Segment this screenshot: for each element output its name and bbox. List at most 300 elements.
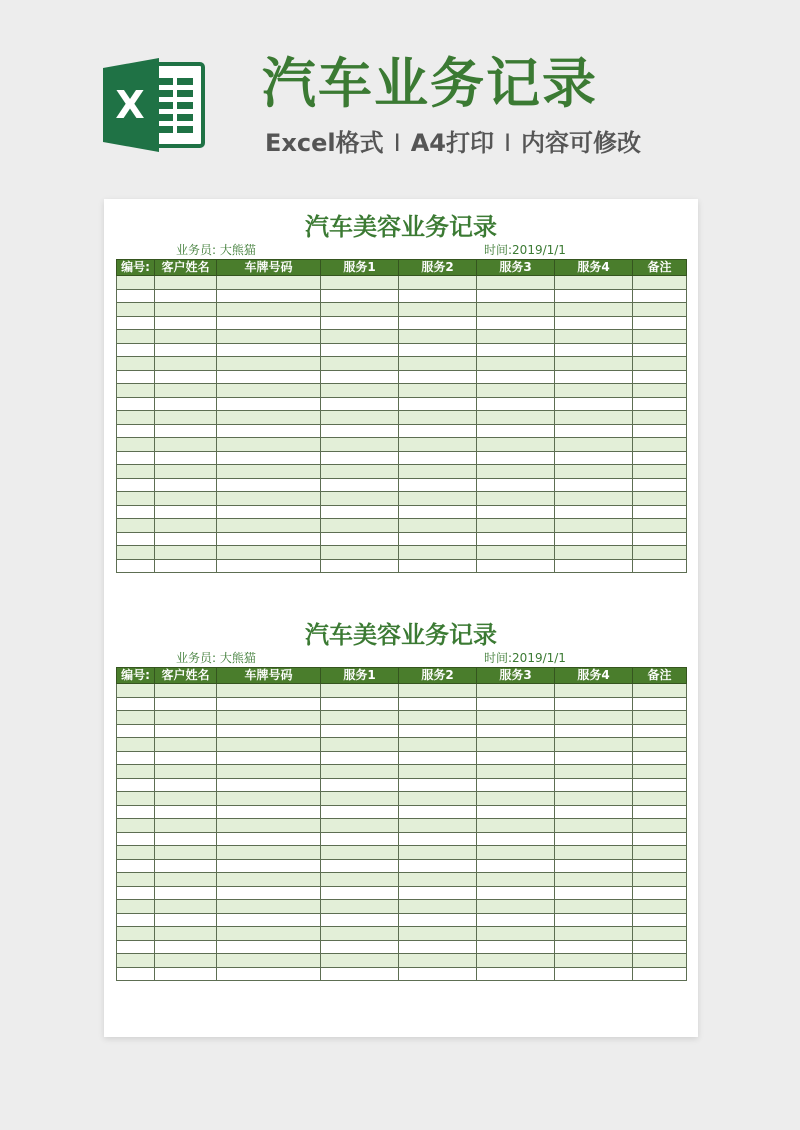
table-cell[interactable] — [155, 697, 217, 711]
table-cell[interactable] — [321, 805, 399, 819]
table-cell[interactable] — [477, 967, 555, 981]
table-cell[interactable] — [399, 832, 477, 846]
table-cell[interactable] — [399, 738, 477, 752]
table-cell[interactable] — [321, 684, 399, 698]
table-cell[interactable] — [217, 765, 321, 779]
table-cell[interactable] — [399, 859, 477, 873]
table-cell[interactable] — [399, 546, 477, 560]
table-cell[interactable] — [633, 873, 687, 887]
table-cell[interactable] — [217, 438, 321, 452]
table-cell[interactable] — [155, 330, 217, 344]
table-cell[interactable] — [555, 778, 633, 792]
table-cell[interactable] — [555, 711, 633, 725]
table-cell[interactable] — [217, 711, 321, 725]
table-cell[interactable] — [477, 751, 555, 765]
table-cell[interactable] — [477, 846, 555, 860]
table-cell[interactable] — [399, 397, 477, 411]
table-cell[interactable] — [477, 330, 555, 344]
table-cell[interactable] — [117, 711, 155, 725]
table-cell[interactable] — [155, 940, 217, 954]
table-cell[interactable] — [117, 967, 155, 981]
table-cell[interactable] — [321, 492, 399, 506]
table-cell[interactable] — [477, 438, 555, 452]
table-cell[interactable] — [117, 532, 155, 546]
table-cell[interactable] — [217, 792, 321, 806]
table-cell[interactable] — [477, 954, 555, 968]
table-cell[interactable] — [399, 343, 477, 357]
table-cell[interactable] — [155, 900, 217, 914]
table-cell[interactable] — [477, 546, 555, 560]
table-cell[interactable] — [477, 519, 555, 533]
table-cell[interactable] — [155, 711, 217, 725]
table-cell[interactable] — [633, 532, 687, 546]
table-cell[interactable] — [555, 684, 633, 698]
table-cell[interactable] — [555, 330, 633, 344]
table-cell[interactable] — [555, 886, 633, 900]
table-cell[interactable] — [555, 303, 633, 317]
table-cell[interactable] — [633, 805, 687, 819]
table-cell[interactable] — [633, 559, 687, 573]
table-cell[interactable] — [555, 832, 633, 846]
table-cell[interactable] — [217, 873, 321, 887]
table-cell[interactable] — [217, 357, 321, 371]
table-cell[interactable] — [155, 438, 217, 452]
table-cell[interactable] — [117, 684, 155, 698]
table-cell[interactable] — [217, 532, 321, 546]
table-cell[interactable] — [155, 778, 217, 792]
table-cell[interactable] — [555, 765, 633, 779]
table-cell[interactable] — [217, 519, 321, 533]
table-cell[interactable] — [555, 846, 633, 860]
table-cell[interactable] — [155, 886, 217, 900]
table-cell[interactable] — [321, 940, 399, 954]
table-cell[interactable] — [399, 805, 477, 819]
table-cell[interactable] — [217, 886, 321, 900]
table-cell[interactable] — [321, 532, 399, 546]
table-cell[interactable] — [399, 289, 477, 303]
table-cell[interactable] — [217, 276, 321, 290]
table-cell[interactable] — [477, 492, 555, 506]
table-cell[interactable] — [555, 927, 633, 941]
table-cell[interactable] — [555, 940, 633, 954]
table-cell[interactable] — [555, 343, 633, 357]
table-cell[interactable] — [321, 697, 399, 711]
table-cell[interactable] — [155, 846, 217, 860]
table-cell[interactable] — [217, 954, 321, 968]
table-cell[interactable] — [217, 330, 321, 344]
table-cell[interactable] — [555, 967, 633, 981]
table-cell[interactable] — [555, 900, 633, 914]
table-cell[interactable] — [217, 900, 321, 914]
table-cell[interactable] — [477, 411, 555, 425]
table-cell[interactable] — [633, 438, 687, 452]
table-cell[interactable] — [321, 465, 399, 479]
table-cell[interactable] — [217, 724, 321, 738]
table-cell[interactable] — [477, 289, 555, 303]
table-cell[interactable] — [633, 846, 687, 860]
table-cell[interactable] — [117, 559, 155, 573]
table-cell[interactable] — [217, 859, 321, 873]
table-cell[interactable] — [399, 778, 477, 792]
table-cell[interactable] — [155, 397, 217, 411]
table-cell[interactable] — [155, 276, 217, 290]
table-cell[interactable] — [555, 724, 633, 738]
table-cell[interactable] — [555, 397, 633, 411]
table-cell[interactable] — [321, 330, 399, 344]
table-cell[interactable] — [217, 384, 321, 398]
table-cell[interactable] — [477, 684, 555, 698]
table-cell[interactable] — [321, 559, 399, 573]
table-cell[interactable] — [633, 724, 687, 738]
table-cell[interactable] — [633, 859, 687, 873]
table-cell[interactable] — [399, 954, 477, 968]
table-cell[interactable] — [633, 384, 687, 398]
table-cell[interactable] — [633, 411, 687, 425]
table-cell[interactable] — [321, 711, 399, 725]
table-cell[interactable] — [117, 289, 155, 303]
table-cell[interactable] — [555, 424, 633, 438]
table-cell[interactable] — [321, 343, 399, 357]
table-cell[interactable] — [399, 370, 477, 384]
table-cell[interactable] — [399, 276, 477, 290]
table-cell[interactable] — [321, 778, 399, 792]
table-cell[interactable] — [399, 913, 477, 927]
table-cell[interactable] — [555, 411, 633, 425]
table-cell[interactable] — [321, 819, 399, 833]
table-cell[interactable] — [633, 778, 687, 792]
table-cell[interactable] — [555, 384, 633, 398]
table-cell[interactable] — [117, 330, 155, 344]
table-cell[interactable] — [399, 519, 477, 533]
table-cell[interactable] — [117, 451, 155, 465]
table-cell[interactable] — [155, 465, 217, 479]
table-cell[interactable] — [399, 559, 477, 573]
table-cell[interactable] — [321, 370, 399, 384]
table-cell[interactable] — [477, 316, 555, 330]
table-cell[interactable] — [321, 751, 399, 765]
table-cell[interactable] — [155, 684, 217, 698]
table-cell[interactable] — [633, 397, 687, 411]
table-cell[interactable] — [633, 900, 687, 914]
table-cell[interactable] — [321, 886, 399, 900]
table-cell[interactable] — [155, 505, 217, 519]
table-cell[interactable] — [321, 411, 399, 425]
table-cell[interactable] — [321, 478, 399, 492]
table-cell[interactable] — [477, 900, 555, 914]
table-cell[interactable] — [117, 913, 155, 927]
table-cell[interactable] — [555, 316, 633, 330]
table-cell[interactable] — [399, 819, 477, 833]
table-cell[interactable] — [217, 451, 321, 465]
table-cell[interactable] — [399, 900, 477, 914]
table-cell[interactable] — [155, 546, 217, 560]
table-cell[interactable] — [555, 559, 633, 573]
table-cell[interactable] — [155, 913, 217, 927]
table-cell[interactable] — [633, 792, 687, 806]
table-cell[interactable] — [555, 819, 633, 833]
table-cell[interactable] — [399, 940, 477, 954]
table-cell[interactable] — [399, 846, 477, 860]
table-cell[interactable] — [477, 370, 555, 384]
table-cell[interactable] — [555, 954, 633, 968]
table-cell[interactable] — [117, 357, 155, 371]
table-cell[interactable] — [555, 478, 633, 492]
table-cell[interactable] — [155, 819, 217, 833]
table-cell[interactable] — [217, 751, 321, 765]
table-cell[interactable] — [117, 927, 155, 941]
table-cell[interactable] — [555, 289, 633, 303]
table-cell[interactable] — [217, 684, 321, 698]
table-cell[interactable] — [477, 913, 555, 927]
table-cell[interactable] — [155, 492, 217, 506]
table-cell[interactable] — [477, 886, 555, 900]
table-cell[interactable] — [117, 765, 155, 779]
table-cell[interactable] — [117, 900, 155, 914]
table-cell[interactable] — [477, 303, 555, 317]
table-cell[interactable] — [477, 738, 555, 752]
table-cell[interactable] — [633, 451, 687, 465]
table-cell[interactable] — [117, 751, 155, 765]
table-cell[interactable] — [633, 913, 687, 927]
table-cell[interactable] — [117, 505, 155, 519]
table-cell[interactable] — [321, 546, 399, 560]
table-cell[interactable] — [217, 805, 321, 819]
table-cell[interactable] — [155, 765, 217, 779]
table-cell[interactable] — [155, 738, 217, 752]
table-cell[interactable] — [155, 303, 217, 317]
table-cell[interactable] — [217, 832, 321, 846]
table-cell[interactable] — [555, 370, 633, 384]
table-cell[interactable] — [117, 819, 155, 833]
table-cell[interactable] — [321, 832, 399, 846]
table-cell[interactable] — [155, 859, 217, 873]
table-cell[interactable] — [117, 886, 155, 900]
table-cell[interactable] — [155, 343, 217, 357]
table-cell[interactable] — [633, 276, 687, 290]
table-cell[interactable] — [477, 927, 555, 941]
table-cell[interactable] — [321, 303, 399, 317]
table-cell[interactable] — [155, 805, 217, 819]
table-cell[interactable] — [633, 330, 687, 344]
table-cell[interactable] — [633, 967, 687, 981]
table-cell[interactable] — [399, 424, 477, 438]
table-cell[interactable] — [399, 478, 477, 492]
table-cell[interactable] — [217, 492, 321, 506]
table-cell[interactable] — [555, 532, 633, 546]
table-cell[interactable] — [217, 559, 321, 573]
table-cell[interactable] — [477, 478, 555, 492]
table-cell[interactable] — [633, 343, 687, 357]
table-cell[interactable] — [399, 492, 477, 506]
table-cell[interactable] — [555, 751, 633, 765]
table-cell[interactable] — [155, 384, 217, 398]
table-cell[interactable] — [399, 873, 477, 887]
table-cell[interactable] — [633, 289, 687, 303]
table-cell[interactable] — [633, 505, 687, 519]
table-cell[interactable] — [321, 913, 399, 927]
table-cell[interactable] — [117, 397, 155, 411]
table-cell[interactable] — [155, 792, 217, 806]
table-cell[interactable] — [399, 927, 477, 941]
table-cell[interactable] — [399, 384, 477, 398]
table-cell[interactable] — [117, 846, 155, 860]
table-cell[interactable] — [117, 411, 155, 425]
table-cell[interactable] — [155, 532, 217, 546]
table-cell[interactable] — [321, 873, 399, 887]
table-cell[interactable] — [399, 751, 477, 765]
table-cell[interactable] — [217, 697, 321, 711]
table-cell[interactable] — [155, 411, 217, 425]
table-cell[interactable] — [117, 384, 155, 398]
table-cell[interactable] — [399, 316, 477, 330]
table-cell[interactable] — [555, 859, 633, 873]
table-cell[interactable] — [217, 289, 321, 303]
table-cell[interactable] — [477, 532, 555, 546]
table-cell[interactable] — [321, 846, 399, 860]
table-cell[interactable] — [117, 738, 155, 752]
table-cell[interactable] — [217, 411, 321, 425]
table-cell[interactable] — [155, 724, 217, 738]
table-cell[interactable] — [321, 451, 399, 465]
table-cell[interactable] — [633, 465, 687, 479]
table-cell[interactable] — [321, 289, 399, 303]
table-cell[interactable] — [321, 505, 399, 519]
table-cell[interactable] — [477, 505, 555, 519]
table-cell[interactable] — [321, 859, 399, 873]
table-cell[interactable] — [117, 465, 155, 479]
table-cell[interactable] — [555, 519, 633, 533]
table-cell[interactable] — [633, 738, 687, 752]
table-cell[interactable] — [117, 438, 155, 452]
table-cell[interactable] — [117, 492, 155, 506]
table-cell[interactable] — [321, 357, 399, 371]
table-cell[interactable] — [321, 927, 399, 941]
table-cell[interactable] — [155, 832, 217, 846]
table-cell[interactable] — [399, 697, 477, 711]
table-cell[interactable] — [155, 451, 217, 465]
table-cell[interactable] — [217, 846, 321, 860]
table-cell[interactable] — [217, 316, 321, 330]
table-cell[interactable] — [155, 424, 217, 438]
table-cell[interactable] — [321, 738, 399, 752]
table-cell[interactable] — [217, 913, 321, 927]
table-cell[interactable] — [155, 967, 217, 981]
table-cell[interactable] — [117, 478, 155, 492]
table-cell[interactable] — [633, 519, 687, 533]
table-cell[interactable] — [217, 927, 321, 941]
table-cell[interactable] — [633, 684, 687, 698]
table-cell[interactable] — [477, 559, 555, 573]
table-cell[interactable] — [399, 357, 477, 371]
table-cell[interactable] — [555, 805, 633, 819]
table-cell[interactable] — [477, 711, 555, 725]
table-cell[interactable] — [399, 532, 477, 546]
table-cell[interactable] — [633, 370, 687, 384]
table-cell[interactable] — [633, 478, 687, 492]
table-cell[interactable] — [117, 276, 155, 290]
table-cell[interactable] — [217, 967, 321, 981]
table-cell[interactable] — [117, 724, 155, 738]
table-cell[interactable] — [321, 276, 399, 290]
table-cell[interactable] — [399, 303, 477, 317]
table-cell[interactable] — [633, 940, 687, 954]
table-cell[interactable] — [217, 424, 321, 438]
table-cell[interactable] — [117, 424, 155, 438]
table-cell[interactable] — [217, 940, 321, 954]
table-cell[interactable] — [477, 778, 555, 792]
table-cell[interactable] — [321, 316, 399, 330]
table-cell[interactable] — [399, 505, 477, 519]
table-cell[interactable] — [633, 886, 687, 900]
table-cell[interactable] — [321, 954, 399, 968]
table-cell[interactable] — [321, 900, 399, 914]
table-cell[interactable] — [117, 343, 155, 357]
table-cell[interactable] — [555, 697, 633, 711]
table-cell[interactable] — [477, 873, 555, 887]
table-cell[interactable] — [555, 465, 633, 479]
table-cell[interactable] — [321, 967, 399, 981]
table-cell[interactable] — [217, 397, 321, 411]
table-cell[interactable] — [399, 411, 477, 425]
table-cell[interactable] — [633, 711, 687, 725]
table-cell[interactable] — [399, 886, 477, 900]
table-cell[interactable] — [217, 465, 321, 479]
table-cell[interactable] — [155, 478, 217, 492]
table-cell[interactable] — [633, 927, 687, 941]
table-cell[interactable] — [555, 492, 633, 506]
table-cell[interactable] — [477, 276, 555, 290]
table-cell[interactable] — [321, 724, 399, 738]
table-cell[interactable] — [217, 778, 321, 792]
table-cell[interactable] — [477, 424, 555, 438]
table-cell[interactable] — [217, 546, 321, 560]
table-cell[interactable] — [155, 357, 217, 371]
table-cell[interactable] — [555, 546, 633, 560]
table-cell[interactable] — [155, 873, 217, 887]
table-cell[interactable] — [399, 792, 477, 806]
table-cell[interactable] — [399, 684, 477, 698]
table-cell[interactable] — [117, 303, 155, 317]
table-cell[interactable] — [321, 424, 399, 438]
table-cell[interactable] — [155, 954, 217, 968]
table-cell[interactable] — [477, 697, 555, 711]
table-cell[interactable] — [477, 397, 555, 411]
table-cell[interactable] — [399, 711, 477, 725]
table-cell[interactable] — [117, 546, 155, 560]
table-cell[interactable] — [399, 330, 477, 344]
table-cell[interactable] — [217, 505, 321, 519]
table-cell[interactable] — [117, 316, 155, 330]
table-cell[interactable] — [321, 438, 399, 452]
table-cell[interactable] — [477, 765, 555, 779]
table-cell[interactable] — [555, 451, 633, 465]
table-cell[interactable] — [117, 832, 155, 846]
table-cell[interactable] — [399, 724, 477, 738]
table-cell[interactable] — [217, 478, 321, 492]
table-cell[interactable] — [633, 492, 687, 506]
table-cell[interactable] — [217, 343, 321, 357]
table-cell[interactable] — [477, 343, 555, 357]
table-cell[interactable] — [155, 289, 217, 303]
table-cell[interactable] — [399, 438, 477, 452]
table-cell[interactable] — [399, 465, 477, 479]
table-cell[interactable] — [633, 765, 687, 779]
table-cell[interactable] — [633, 954, 687, 968]
table-cell[interactable] — [217, 303, 321, 317]
table-cell[interactable] — [555, 276, 633, 290]
table-cell[interactable] — [633, 697, 687, 711]
table-cell[interactable] — [117, 778, 155, 792]
